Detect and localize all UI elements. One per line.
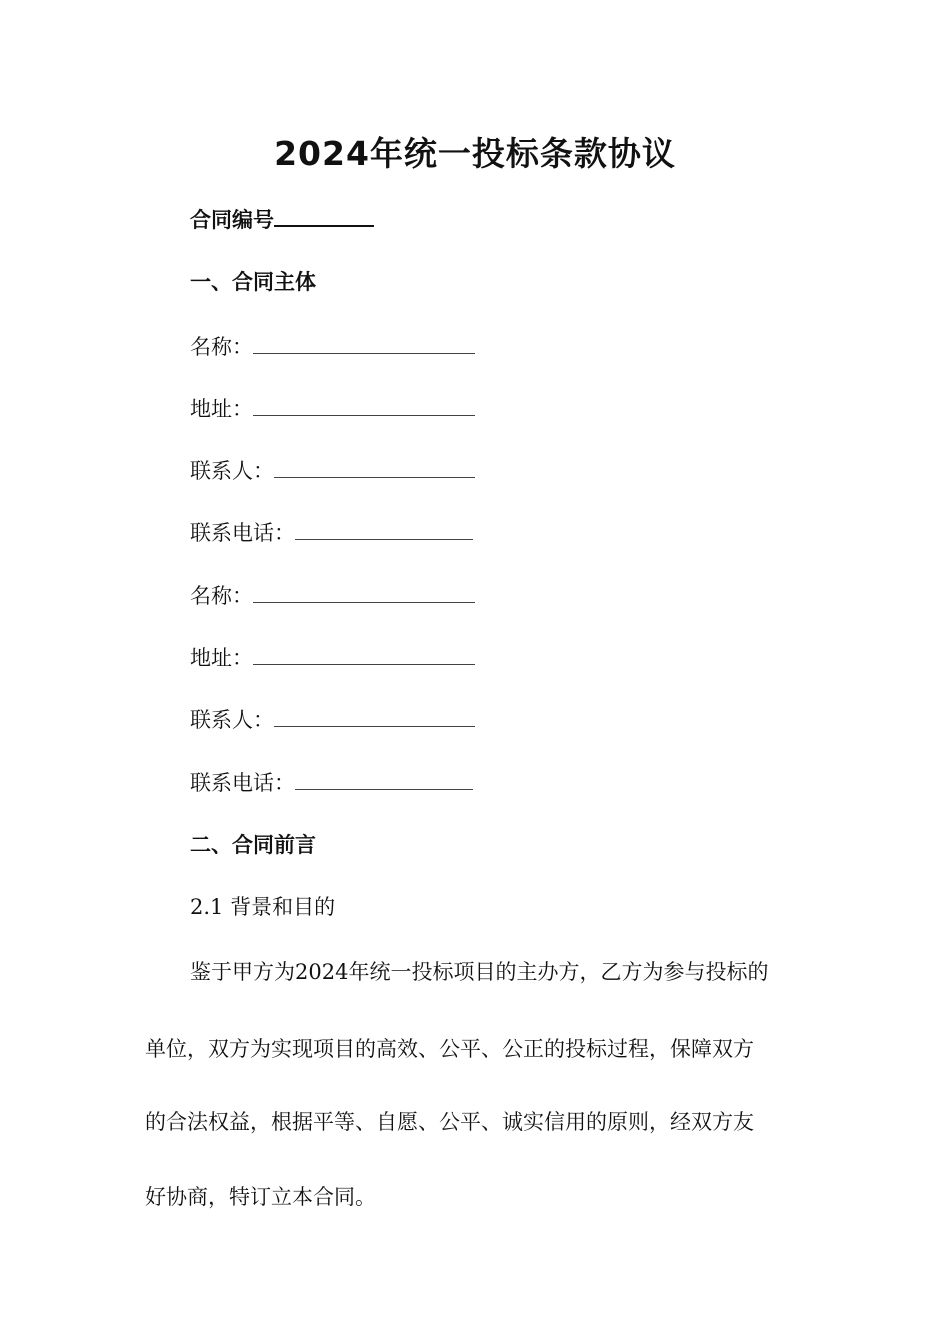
field-row-contact-1 — [190, 457, 475, 485]
field-label: 联系电话： — [190, 771, 295, 795]
field-blank[interactable] — [274, 476, 475, 478]
field-row-address-2 — [190, 644, 475, 672]
contract-number-blank[interactable] — [274, 224, 374, 227]
document-title: 2024年统一投标条款协议 — [274, 134, 676, 173]
paragraph-line: 好协商，特订立本合同。 — [145, 1185, 376, 1209]
field-label: 联系人： — [190, 708, 274, 732]
field-blank[interactable] — [253, 601, 475, 603]
field-blank[interactable] — [253, 352, 475, 354]
field-row-address-1 — [190, 395, 475, 423]
field-label: 名称： — [190, 584, 253, 608]
section2-heading: 二、合同前言 — [190, 833, 316, 857]
field-blank[interactable] — [253, 663, 475, 665]
section1-heading: 一、合同主体 — [190, 270, 316, 294]
field-row-contact-2 — [190, 706, 475, 734]
field-label: 联系人： — [190, 459, 274, 483]
contract-number-label: 合同编号 — [190, 208, 274, 232]
paragraph-line: 的合法权益，根据平等、自愿、公平、诚实信用的原则，经双方友 — [145, 1110, 754, 1134]
field-blank[interactable] — [253, 414, 475, 416]
field-label: 地址： — [190, 646, 253, 670]
field-label: 联系电话： — [190, 521, 295, 545]
field-row-name-2 — [190, 582, 475, 610]
field-blank[interactable] — [295, 788, 473, 790]
section2-subheading: 2.1 背景和目的 — [190, 895, 336, 919]
paragraph-line: 鉴于甲方为2024年统一投标项目的主办方，乙方为参与投标的 — [190, 960, 769, 984]
field-row-name-1 — [190, 333, 475, 361]
field-blank[interactable] — [274, 725, 475, 727]
field-label: 地址： — [190, 397, 253, 421]
field-row-phone-2 — [190, 769, 473, 797]
contract-number-row — [190, 206, 374, 234]
field-row-phone-1 — [190, 519, 473, 547]
field-blank[interactable] — [295, 538, 473, 540]
field-label: 名称： — [190, 335, 253, 359]
paragraph-line: 单位，双方为实现项目的高效、公平、公正的投标过程，保障双方 — [145, 1037, 754, 1061]
